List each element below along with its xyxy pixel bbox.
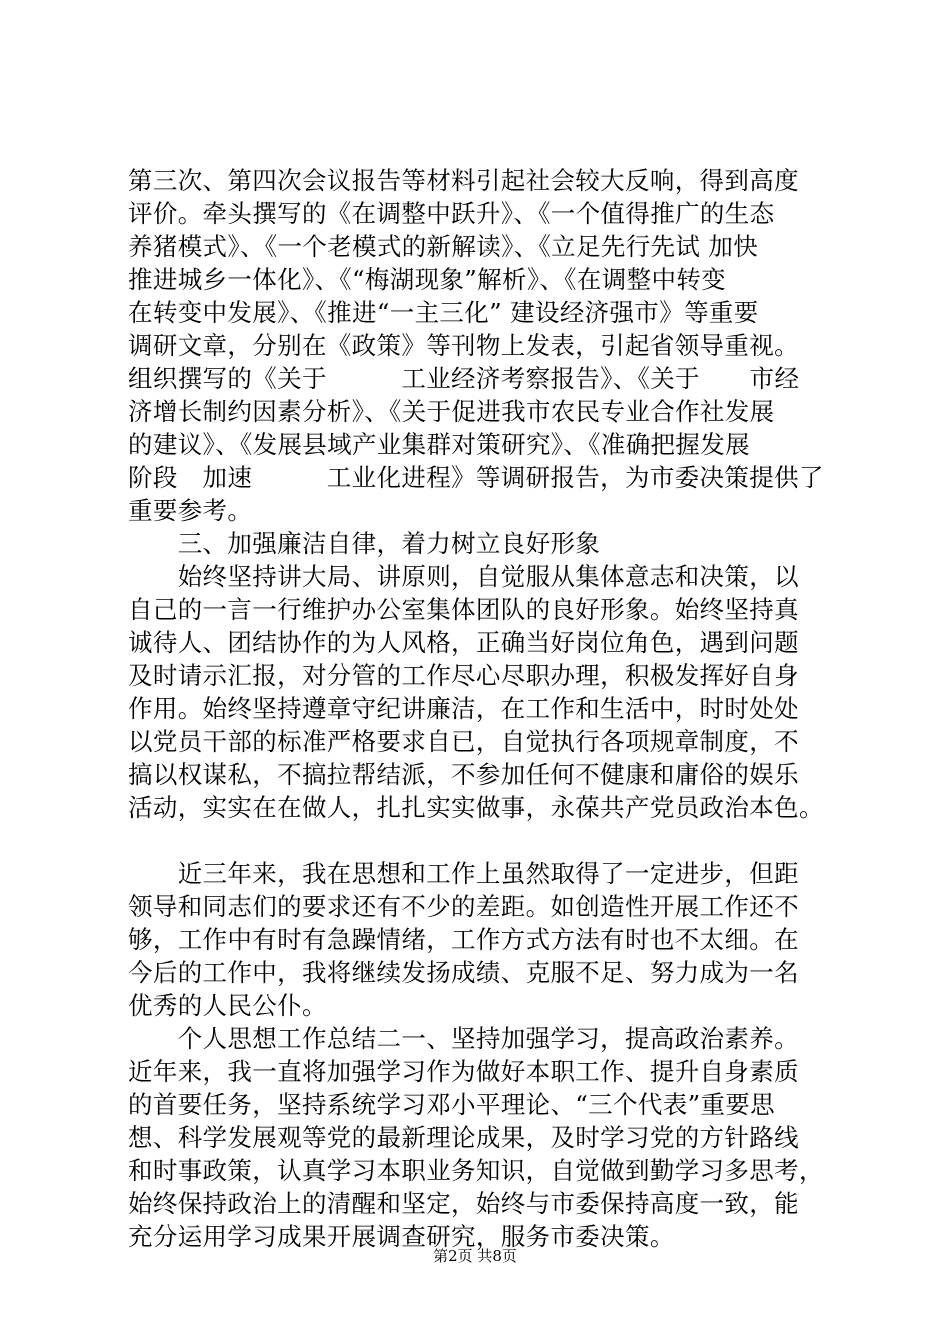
document-body [128,164,838,1253]
text-line: 自己的一言一行维护办公室集体团队的良好形象。始终坚持真 [128,595,799,624]
text-line: 的建议》、《发展县域产业集群对策研究》、《准确把握发展 [128,430,750,459]
page-footer: 第2页 共8页 [433,1247,517,1265]
text-line: 组织撰写的《关于 工业经济考察报告》、《关于 市经 [128,364,800,393]
text-line: 活动，实实在在做人，扎扎实实做事，永葆共产党员政治本色。 [128,793,824,822]
text-line: 个人思想工作总结二一、坚持加强学习，提高政治素养。 [128,1024,799,1053]
text-line: 作用。始终坚持遵章守纪讲廉洁，在工作和生活中，时时处处 [128,694,799,723]
text-line: 及时请示汇报，对分管的工作尽心尽职办理，积极发挥好自身 [128,661,799,690]
text-line: 在转变中发展》、《推进“一主三化” 建设经济强市》等重要 [128,298,759,327]
text-line: 推进城乡一体化》、《“梅湖现象”解析》、《在调整中转变 [128,265,726,294]
text-line: 调研文章，分别在《政策》等刊物上发表，引起省领导重视。 [128,331,799,360]
text-line: 充分运用学习成果开展调查研究，服务市委决策。 [128,1222,675,1251]
text-line: 够，工作中有时有急躁情绪，工作方式方法有时也不太细。在 [128,925,799,954]
text-line: 搞以权谋私，不搞拉帮结派，不参加任何不健康和庸俗的娱乐 [128,760,799,789]
text-line: 想、科学发展观等党的最新理论成果，及时学习党的方针路线 [128,1123,799,1152]
text-line: 第三次、第四次会议报告等材料引起社会较大反响，得到高度 [128,166,799,195]
text-line: 评价。牵头撰写的《在调整中跃升》、《一个值得推广的生态 [128,199,775,228]
blank-line [128,824,838,857]
text-line: 以党员干部的标准严格要求自已，自觉执行各项规章制度，不 [128,727,799,756]
text-line: 优秀的人民公仆。 [128,991,327,1020]
text-line: 的首要任务，坚持系统学习邓小平理论、“三个代表”重要思 [128,1090,775,1119]
text-line: 阶段 加速 工业化进程》等调研报告，为市委决策提供了 [128,463,824,492]
text-line: 始终坚持讲大局、讲原则，自觉服从集体意志和决策，以 [128,562,799,591]
text-line: 诚待人、团结协作的为人风格，正确当好岗位角色，遇到问题 [128,628,799,657]
text-line: 始终保持政治上的清醒和坚定，始终与市委保持高度一致，能 [128,1189,799,1218]
text-line: 今后的工作中，我将继续发扬成绩、克服不足、努力成为一名 [128,958,799,987]
text-line: 和时事政策，认真学习本职业务知识，自觉做到勤学习多思考， [128,1156,824,1185]
section-heading: 三、加强廉洁自律，着力树立良好形象 [128,529,601,558]
text-line: 济增长制约因素分析》、《关于促进我市农民专业合作社发展 [128,397,775,426]
text-line: 近三年来，我在思想和工作上虽然取得了一定进步，但距 [128,859,799,888]
text-line: 近年来，我一直将加强学习作为做好本职工作、提升自身素质 [128,1057,799,1086]
text-line: 重要参考。 [128,496,253,525]
text-line: 领导和同志们的要求还有不少的差距。如创造性开展工作还不 [128,892,799,921]
text-line: 养猪模式》、《一个老模式的新解读》、《立足先行先试 加快 [128,232,759,261]
